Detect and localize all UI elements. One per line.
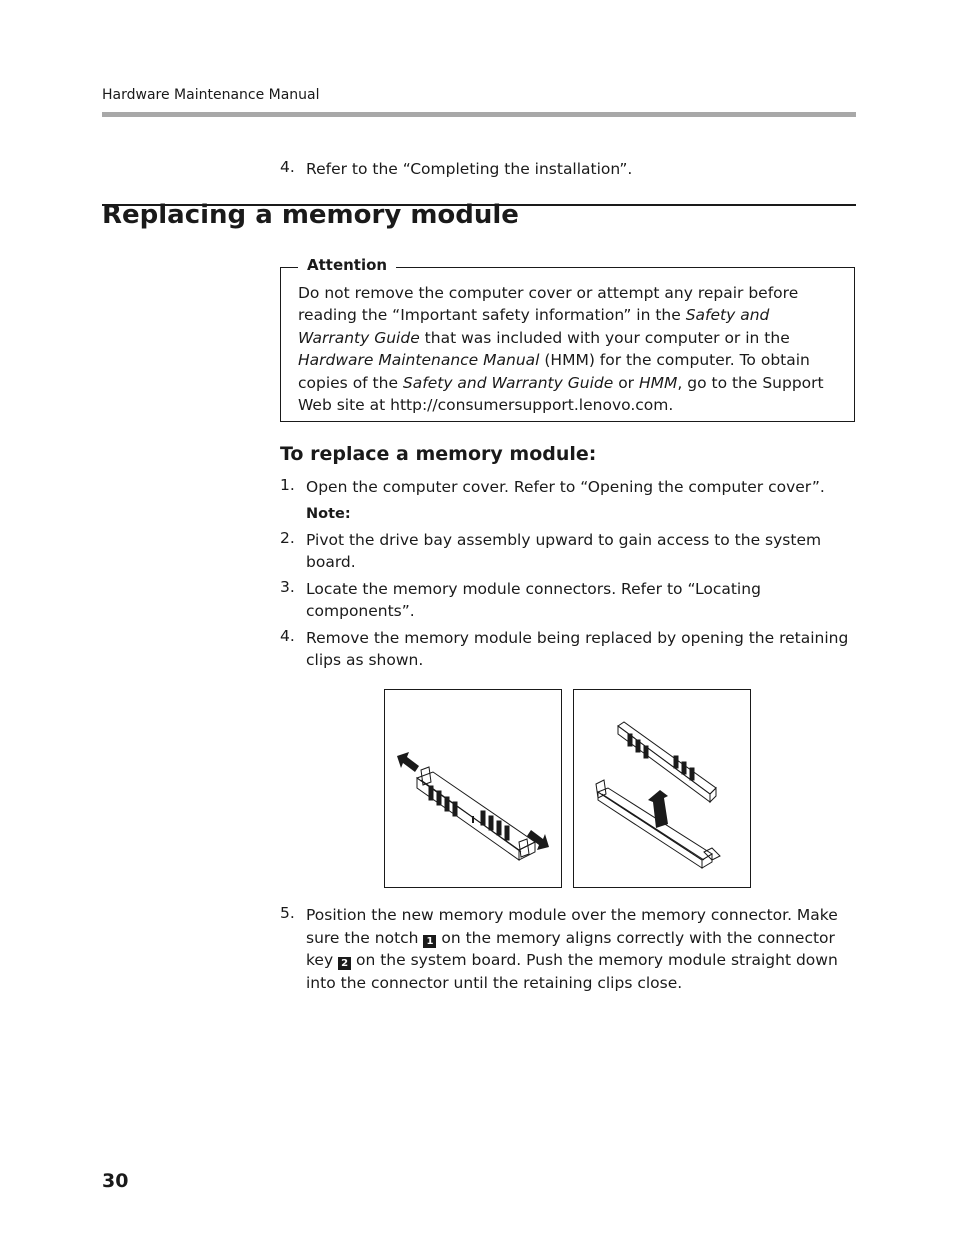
procedure-heading: To replace a memory module: <box>280 443 597 465</box>
memory-remove-illustration <box>574 690 750 887</box>
attention-label: Attention <box>298 256 396 274</box>
attention-text-italic: Safety and Warranty Guide <box>402 373 614 392</box>
attention-text <box>298 282 843 416</box>
attention-text-italic: HMM <box>638 373 678 392</box>
page-title: Replacing a memory module <box>102 200 519 230</box>
step-text: Pivot the drive bay assembly upward to gain access to the system board. <box>306 530 822 571</box>
header-rule <box>102 112 856 117</box>
step-text: Refer to the “Completing the installation”. <box>306 160 633 178</box>
step-number: 1. <box>280 476 295 494</box>
attention-text-run: that was included with your computer or in the <box>419 328 790 347</box>
step-number: 4. <box>280 626 295 645</box>
attention-box <box>280 256 855 422</box>
step-number: 5. <box>280 904 295 922</box>
attention-text-run: (HMM) for the computer. To obtain copies of the <box>298 351 810 392</box>
figure-open-clips <box>384 689 562 888</box>
attention-text-italic: Safety and Warranty Guide <box>298 306 770 347</box>
page-number: 30 <box>102 1170 129 1192</box>
list-item <box>280 476 856 499</box>
running-header: Hardware Maintenance Manual <box>102 87 320 103</box>
attention-text-run: Do not remove the computer cover or attempt any repair before reading the “Important safety information” in the <box>298 284 799 325</box>
list-item <box>280 627 856 672</box>
attention-text-run: , go to the Support Web site at http://consumersupport.lenovo.com. <box>298 373 824 415</box>
step-number: 4. <box>280 158 295 176</box>
list-item <box>280 578 856 623</box>
step-text-run: on the memory aligns correctly with the connector key <box>306 928 835 969</box>
step-text: Open the computer cover. Refer to “Opening the computer cover”. <box>306 478 825 496</box>
previous-step <box>280 158 856 181</box>
step-text-run: Position the new memory module over the memory connector. Make sure the notch <box>306 906 838 947</box>
note-label: Note: <box>306 505 351 522</box>
step-number: 3. <box>280 577 295 596</box>
memory-clip-illustration <box>385 690 561 887</box>
attention-text-italic: Hardware Maintenance Manual <box>298 351 540 370</box>
figure-remove-module <box>573 689 751 888</box>
attention-text-run: or <box>613 373 639 392</box>
step-number: 2. <box>280 528 295 547</box>
procedure-steps <box>280 476 856 676</box>
step-text: Remove the memory module being replaced by opening the retaining clips as shown. <box>306 628 849 669</box>
step-5 <box>280 904 856 994</box>
step-text <box>306 904 856 994</box>
list-item <box>280 529 856 574</box>
step-text-run: on the system board. Push the memory module straight down into the connector until the retaining clips close. <box>306 951 838 992</box>
callout-2-badge: 2 <box>338 957 351 970</box>
callout-1-badge: 1 <box>423 935 436 948</box>
step-text: Locate the memory module connectors. Refer to “Locating components”. <box>306 579 761 620</box>
